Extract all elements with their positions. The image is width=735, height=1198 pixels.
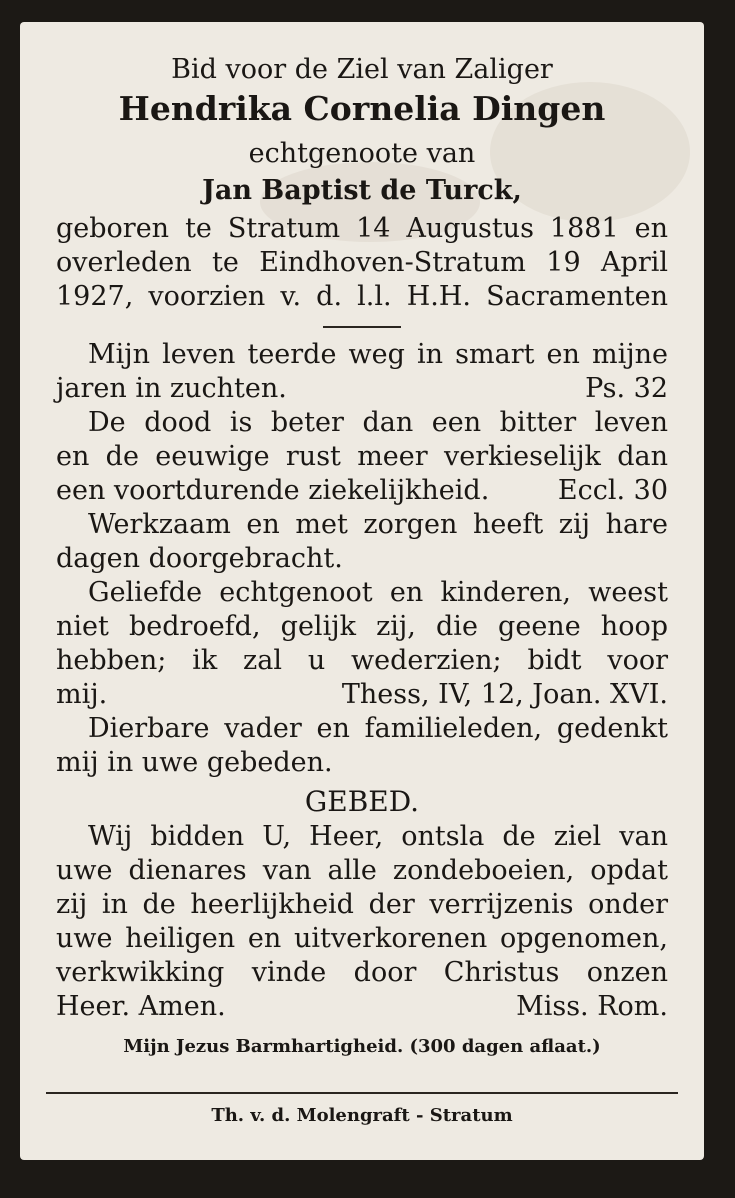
bio-line: geboren te Stratum 14 Augustus 1881 en	[56, 213, 668, 244]
prayer-reference: Miss. Rom.	[516, 991, 668, 1022]
verse-line	[56, 542, 668, 576]
verse-text: dagen doorgebracht.	[56, 543, 343, 574]
verse-line: Mijn leven teerde weg in smart en mijne	[88, 339, 668, 370]
verse-line	[56, 372, 668, 406]
verse-3	[56, 508, 668, 576]
verse-5	[56, 712, 668, 780]
prayer-line: verkwikking vinde door Christus onzen	[56, 957, 668, 988]
verse-reference: Eccl. 30	[557, 475, 668, 506]
prayer-line: uwe dienares van alle zondeboeien, opdat	[56, 855, 668, 886]
verse-2	[56, 406, 668, 508]
verse-line	[56, 678, 668, 712]
verse-line: Werkzaam en met zorgen heeft zij hare	[88, 509, 668, 540]
verse-reference: Ps. 32	[585, 373, 668, 404]
prayer-text	[56, 820, 668, 1024]
footer-divider	[46, 1092, 678, 1094]
prayer-line: uwe heiligen en uitverkorenen opgenomen,	[56, 923, 668, 954]
bio-line: 1927, voorzien v. d. l.l. H.H. Sacramenten	[56, 281, 668, 312]
intro-line: Bid voor de Ziel van Zaliger	[171, 54, 553, 85]
divider	[323, 326, 401, 328]
prayer-title: GEBED.	[304, 785, 420, 818]
verse-line: en de eeuwige rust meer verkieselijk dan	[56, 441, 668, 472]
spouse-name: Jan Baptist de Turck,	[202, 175, 522, 206]
card-content	[56, 52, 668, 1060]
verse-line	[56, 474, 668, 508]
printer-credit: Th. v. d. Molengraft - Stratum	[211, 1105, 513, 1126]
verse-4	[56, 576, 668, 712]
prayer-line: zij in de heerlijkheid der verrijzenis onder	[56, 889, 668, 920]
verse-text: een voortdurende ziekelijkheid.	[56, 475, 490, 506]
verse-1	[56, 338, 668, 406]
verse-line: Dierbare vader en familieleden, gedenkt	[88, 713, 668, 744]
verse-text: mij in uwe gebeden.	[56, 747, 333, 778]
verse-line: De dood is beter dan een bitter leven	[88, 407, 668, 438]
verse-line	[56, 746, 668, 780]
biography	[56, 212, 668, 314]
bio-line: overleden te Eindhoven-Stratum 19 April	[56, 247, 668, 278]
prayer-text-end: Heer. Amen.	[56, 991, 226, 1022]
verse-line: niet bedroefd, gelijk zij, die geene hoop	[56, 611, 668, 642]
verse-text: jaren in zuchten.	[56, 373, 287, 404]
prayer-line: Wij bidden U, Heer, ontsla de ziel van	[88, 821, 668, 852]
verse-line: Geliefde echtgenoot en kinderen, weest	[88, 577, 668, 608]
spouse-intro: echtgenoote van	[248, 138, 476, 169]
prayer-line	[56, 990, 668, 1024]
deceased-name: Hendrika Cornelia Dingen	[118, 89, 606, 128]
verse-reference: Thess, IV, 12, Joan. XVI.	[341, 679, 668, 710]
indulgence-note: Mijn Jezus Barmhartigheid. (300 dagen aflaat.)	[123, 1036, 601, 1057]
verse-text: mij.	[56, 679, 108, 710]
verse-line: hebben; ik zal u wederzien; bidt voor	[56, 645, 668, 676]
memorial-card	[20, 22, 704, 1160]
